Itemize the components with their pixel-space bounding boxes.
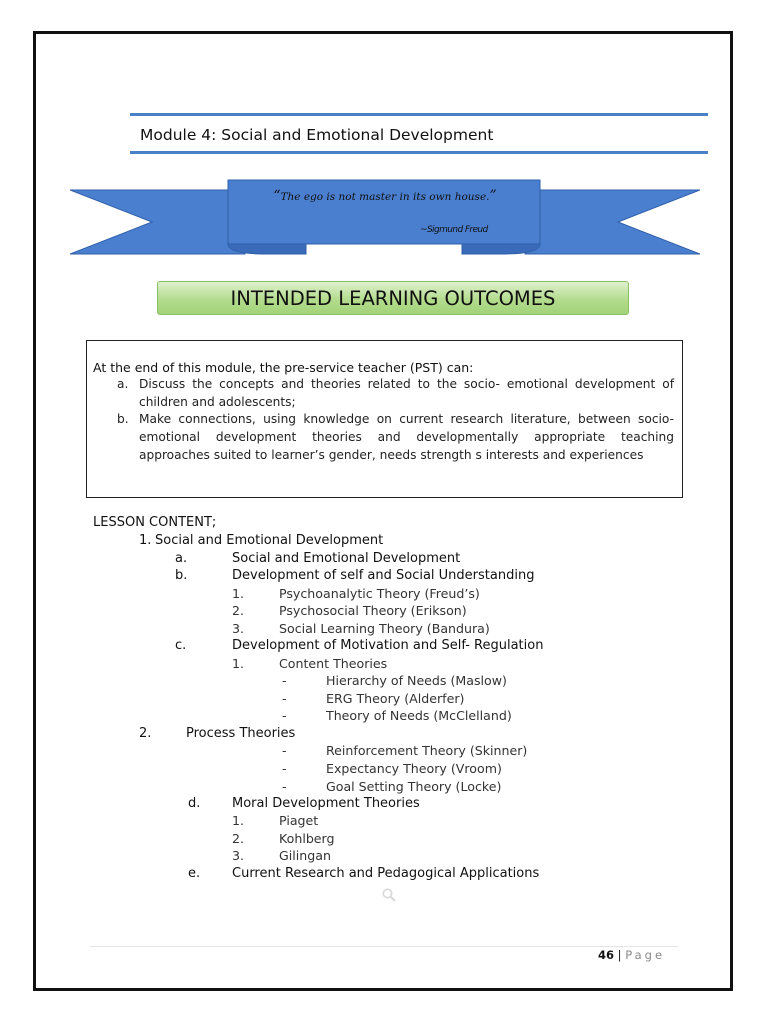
lesson-text: Piaget — [279, 813, 319, 828]
lesson-marker: 2. — [139, 726, 152, 741]
outcome-text: Discuss the concepts and theories related to the socio- emotional development of children and adolescents; — [139, 377, 674, 409]
lesson-text: Moral Development Theories — [232, 796, 420, 811]
lesson-marker: e. — [188, 866, 201, 881]
title-rule-bottom — [130, 151, 708, 154]
lesson-text: Kohlberg — [279, 831, 335, 846]
lesson-marker: - — [282, 691, 287, 706]
lesson-text: Theory of Needs (McClelland) — [326, 708, 512, 723]
quote-author: ~Sigmund Freud — [420, 225, 488, 235]
lesson-marker: 2. — [232, 831, 245, 846]
lesson-text: Content Theories — [279, 656, 388, 671]
lesson-marker: 3. — [232, 621, 245, 636]
lesson-marker: 1. — [232, 656, 245, 671]
module-title: Module 4: Social and Emotional Development — [140, 126, 494, 144]
lesson-text: Goal Setting Theory (Locke) — [326, 779, 502, 794]
lesson-text: Psychoanalytic Theory (Freud’s) — [279, 586, 480, 601]
quote-text: “The ego is not master in its own house.” — [273, 188, 497, 204]
lesson-marker: - — [282, 761, 287, 776]
page-border — [33, 31, 733, 991]
outcome-item — [93, 376, 674, 411]
lesson-marker: b. — [175, 568, 188, 583]
outcome-text: Make connections, using knowledge on current research literature, between socio- emotional development theories and developmentally appropriate teaching approaches suited to learner’s gender, needs strength s interests and experiences — [139, 412, 674, 462]
lesson-text: ERG Theory (Alderfer) — [326, 691, 465, 706]
outcomes-intro: At the end of this module, the pre-service teacher (PST) can: — [93, 360, 474, 375]
page-footer — [598, 948, 665, 962]
lesson-marker: d. — [188, 796, 201, 811]
outcome-marker: b. — [117, 412, 129, 427]
lesson-marker: c. — [175, 638, 187, 653]
lesson-marker: 1. — [232, 813, 245, 828]
magnifier-icon — [381, 887, 397, 903]
lesson-text: Social and Emotional Development — [232, 551, 461, 566]
lesson-text: Reinforcement Theory (Skinner) — [326, 743, 528, 758]
lesson-marker: 3. — [232, 848, 245, 863]
footer-rule — [90, 946, 678, 947]
lesson-text: Process Theories — [186, 726, 296, 741]
lesson-text: Hierarchy of Needs (Maslow) — [326, 673, 507, 688]
footer-separator: | — [617, 948, 622, 962]
lesson-text: Social Learning Theory (Bandura) — [279, 621, 490, 636]
lesson-text: Gilingan — [279, 848, 331, 863]
outcomes-box — [86, 340, 683, 498]
outcome-marker: a. — [117, 377, 129, 391]
lesson-marker: 1. — [139, 533, 152, 548]
page-number: 46 — [598, 948, 615, 962]
lesson-text: Expectancy Theory (Vroom) — [326, 761, 502, 776]
page-word: Page — [625, 948, 666, 962]
lesson-marker: a. — [175, 551, 188, 566]
lesson-marker: - — [282, 708, 287, 723]
lesson-heading: LESSON CONTENT; — [93, 515, 217, 530]
lesson-text: Development of self and Social Understanding — [232, 568, 535, 583]
lesson-text: Psychosocial Theory (Erikson) — [279, 603, 467, 618]
title-rule-top — [130, 113, 708, 116]
lesson-marker: 1. — [232, 586, 245, 601]
lesson-text: Social and Emotional Development — [155, 533, 384, 548]
lesson-text: Current Research and Pedagogical Applications — [232, 866, 540, 881]
ilo-heading: INTENDED LEARNING OUTCOMES — [157, 281, 629, 315]
lesson-marker: - — [282, 779, 287, 794]
lesson-marker: - — [282, 673, 287, 688]
lesson-text: Development of Motivation and Self- Regulation — [232, 638, 544, 653]
lesson-marker: 2. — [232, 603, 245, 618]
lesson-marker: - — [282, 743, 287, 758]
outcome-item — [93, 411, 674, 464]
outcomes-list — [93, 376, 674, 465]
